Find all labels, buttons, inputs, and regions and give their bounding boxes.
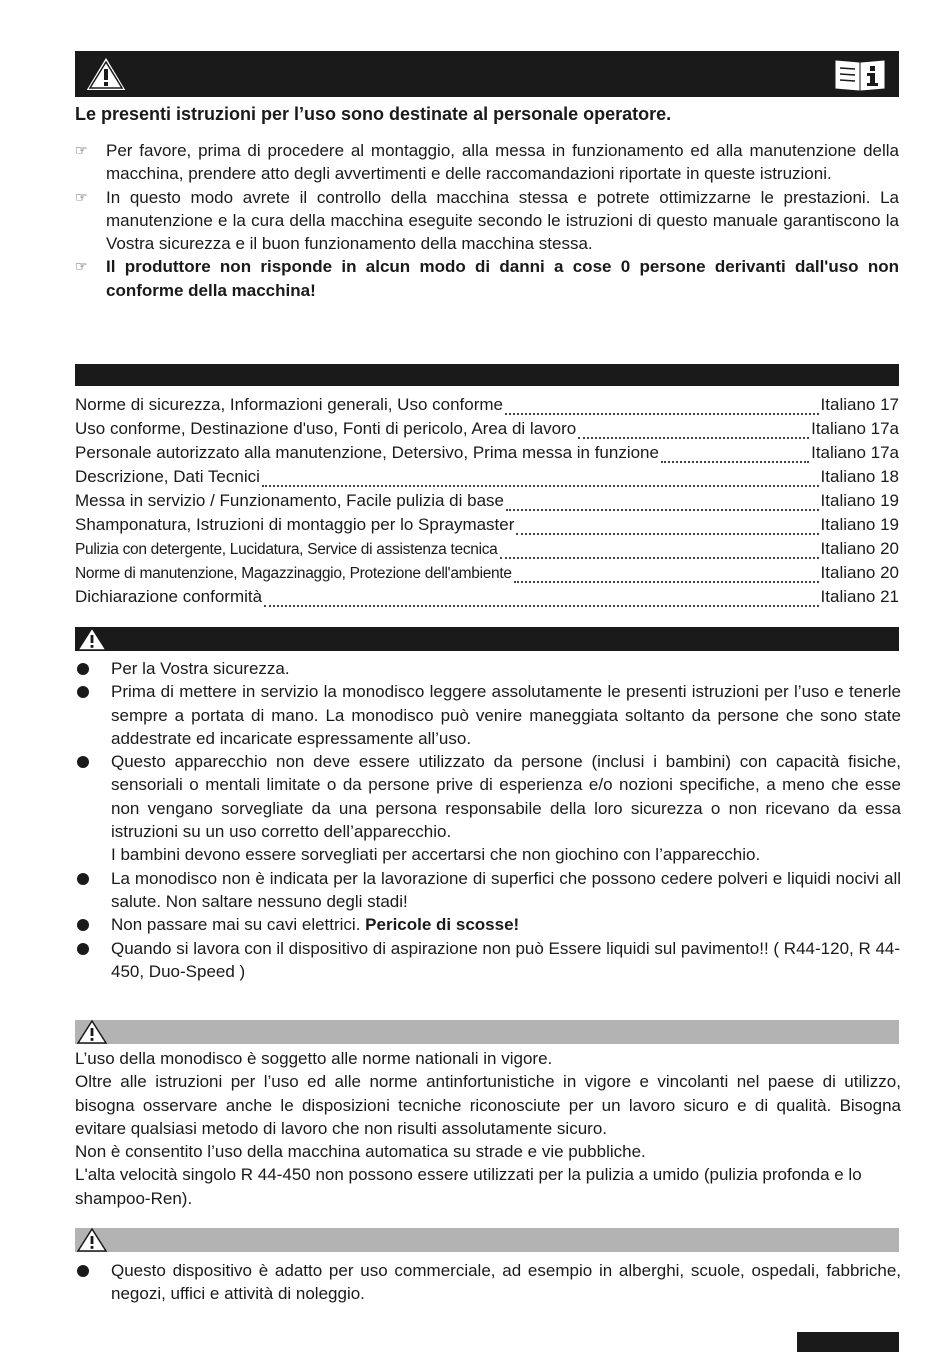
warning-icon bbox=[76, 626, 108, 652]
bullet-icon bbox=[77, 919, 89, 931]
list-item: Quando si lavora con il dispositivo di aspirazione non può Essere liquidi sul pavimento!! ( R44-120, R 44-450, Duo-Speed ) bbox=[75, 937, 901, 984]
general-line: Non è consentito l’uso della macchina automatica su strade e vie pubbliche. bbox=[75, 1142, 646, 1162]
bullet-icon bbox=[77, 686, 89, 698]
intro-list bbox=[75, 139, 899, 302]
list-item: Questo dispositivo è adatto per uso commerciale, ad esempio in alberghi, scuole, ospedali, fabbriche, negozi, uffici e attività di noleggio. bbox=[75, 1259, 901, 1306]
toc-row: Norme di manutenzione, Magazzinaggio, Protezione dell'ambiente Italiano 20 bbox=[75, 563, 899, 582]
table-of-contents bbox=[75, 395, 899, 611]
list-item: ☞ In questo modo avrete il controllo della macchina stessa e potrete ottimizzarne le prestazioni. La manutenzione e la cura della macchina eseguite secondo le istruzioni di questo manuale garantiscono la Vostra sicurezza e il buon funzionamento della macchina stessa. bbox=[75, 187, 899, 254]
general-line: Oltre alle istruzioni per l’uso ed alle norme antinfortunistiche in vigore e vincolanti nel paese di utilizzo, bisogna osservare anche le disposizioni tecniche riconosciute per un lavoro sicuro e di qualità. Bisogna evitare qualsiasi metodo di lavoro che non risulti assolutamente sicuro. bbox=[75, 1072, 901, 1138]
toc-row: Pulizia con detergente, Lucidatura, Service di assistenza tecnica Italiano 20 bbox=[75, 539, 899, 558]
pointing-hand-icon: ☞ bbox=[75, 258, 88, 275]
bullet-icon bbox=[77, 1265, 89, 1277]
general-header-bar bbox=[75, 1020, 899, 1044]
use-list bbox=[75, 1259, 901, 1306]
bullet-icon bbox=[77, 756, 89, 768]
toc-row: Personale autorizzato alla manutenzione, Detersivo, Prima messa in funzione Italiano 17a bbox=[75, 443, 899, 462]
toc-row: Norme di sicurezza, Informazioni generali, Uso conforme Italiano 17 bbox=[75, 395, 899, 414]
general-text bbox=[75, 1047, 901, 1210]
list-item: Non passare mai su cavi elettrici. Pericole di scosse! bbox=[75, 913, 901, 936]
toc-row: Dichiarazione conformità Italiano 21 bbox=[75, 587, 899, 606]
use-header-bar bbox=[75, 1228, 899, 1252]
list-item: ☞ Il produttore non risponde in alcun modo di danni a cose 0 persone derivanti dall'uso non conforme della macchina! bbox=[75, 257, 899, 300]
intro-title: Le presenti istruzioni per l’uso sono destinate al personale operatore. bbox=[75, 104, 672, 124]
warning-icon bbox=[76, 1227, 108, 1253]
toc-row: Descrizione, Dati Tecnici Italiano 18 bbox=[75, 467, 899, 486]
toc-header-bar bbox=[75, 364, 899, 386]
manual-book-icon bbox=[833, 55, 887, 93]
page-number-tab bbox=[797, 1332, 899, 1352]
general-line: L’uso della monodisco è soggetto alle norme nationali in vigore. bbox=[75, 1049, 553, 1068]
pointing-hand-icon: ☞ bbox=[75, 142, 88, 158]
list-item: I bambini devono essere sorvegliati per accertarsi che non giochino con l’apparecchio. bbox=[111, 845, 761, 865]
general-line: L'alta velocità singolo R 44-450 non possono essere utilizzati per la pulizia a umido (pulizia profonda e lo shampoo-Ren). bbox=[75, 1165, 862, 1208]
list-item: Per la Vostra sicurezza. bbox=[75, 657, 901, 680]
header-bar bbox=[75, 51, 899, 97]
pointing-hand-icon: ☞ bbox=[75, 188, 88, 205]
warning-icon bbox=[76, 1019, 108, 1045]
toc-row: Shamponatura, Istruzioni di montaggio per lo Spraymaster Italiano 19 bbox=[75, 515, 899, 534]
toc-row: Uso conforme, Destinazione d'uso, Fonti di pericolo, Area di lavoro Italiano 17a bbox=[75, 419, 899, 438]
list-item: Questo apparecchio non deve essere utilizzato da persone (inclusi i bambini) con capacità fisiche, sensoriali o mentali limitate o da persone prive di esperienza e/o nozioni specifiche, a meno che esse non vengano sorvegliate da una persona responsabile della loro sicurezza o non ricevano da essa istruzioni su un uso corretto dell’apparecchio. bbox=[75, 750, 901, 843]
list-item: La monodisco non è indicata per la lavorazione di superfici che possono cedere polveri e liquidi nocivi all salute. Non saltare nessuno degli stadi! bbox=[75, 867, 901, 914]
list-item: ☞ Per favore, prima di procedere al montaggio, alla messa in funzionamento ed alla manutenzione della macchina, prendere atto degli avvertimenti e delle raccomandazioni riportate in queste istruzioni. bbox=[75, 141, 899, 184]
bullet-icon bbox=[77, 943, 89, 955]
toc-row: Messa in servizio / Funzionamento, Facile pulizia di base Italiano 19 bbox=[75, 491, 899, 510]
bullet-icon bbox=[77, 663, 89, 675]
warning-icon bbox=[83, 53, 129, 93]
safety-list bbox=[75, 657, 901, 983]
bullet-icon bbox=[77, 873, 89, 885]
safety-header-bar bbox=[75, 627, 899, 651]
list-item: Prima di mettere in servizio la monodisco leggere assolutamente le presenti istruzioni per l’uso e tenerle sempre a portata di mano. La monodisco può venire maneggiata soltanto da persone che sono state addestrate ed incaricate espressamente all’uso. bbox=[75, 680, 901, 750]
